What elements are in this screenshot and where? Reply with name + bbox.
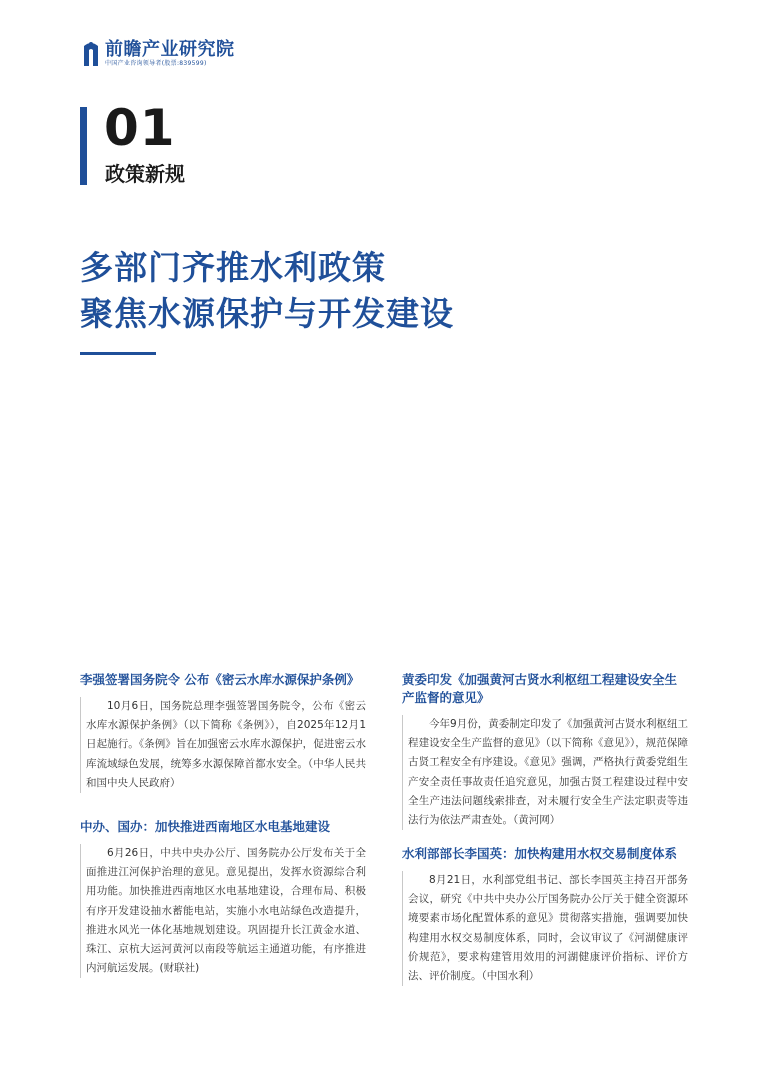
logo-mark-icon (80, 40, 102, 68)
headline-underline (80, 352, 156, 355)
news-item-title: 黄委印发《加强黄河古贤水利枢纽工程建设安全生产监督的意见》 (402, 672, 678, 705)
page-headline (80, 245, 454, 337)
news-item-body: 8月21日，水利部党组书记、部长李国英主持召开部务会议，研究《中共中央办公厅国务院办公厅关于健全资源环境要素市场化配置体系的意见》贯彻落实措施，强调要加快构建用水权交易制度体系，同时，会议审议了《河湖健康评价规范》，要求构建管用效用的河湖健康评价指标、评价方法、评价制度。（中国水利） (402, 871, 688, 986)
headline-line-1: 多部门齐推水利政策 (80, 248, 386, 287)
headline-line-2: 聚焦水源保护与开发建设 (80, 294, 454, 333)
news-item (80, 818, 366, 978)
news-item-body: 今年9月份，黄委制定印发了《加强黄河古贤水利枢纽工程建设安全生产监督的意见》（以下简称《意见》），规范保障古贤工程安全有序建设。《意见》强调，严格执行黄委党组生产安全责任事故责任追究意见，加强古贤工程建设过程中安全生产违法问题线索排查，对未履行安全生产法定职责等违法行为依法严肃查处。（黄河网） (402, 715, 688, 830)
logo-name: 前瞻产业研究院 (105, 39, 235, 60)
section-title: 政策新规 (105, 162, 185, 186)
company-logo (80, 40, 235, 70)
section-accent-bar (80, 107, 87, 185)
news-item-body: 10月6日，国务院总理李强签署国务院令，公布《密云水库水源保护条例》（以下简称《条例》），自2025年12月1日起施行。《条例》旨在加强密云水库水源保护，促进密云水库流域绿色发展，统筹多水源保障首都水安全。（中华人民共和国中央人民政府） (80, 697, 366, 793)
news-item-body: 6月26日，中共中央办公厅、国务院办公厅发布关于全面推进江河保护治理的意见。意见提出，发挥水资源综合利用功能。加快推进西南地区水电基地建设，合理布局、积极有序开发建设抽水蓄能电站，实施小水电站绿色改造提升，推进水风光一体化基地规划建设。巩固提升长江黄金水道、珠江、京杭大运河黄河以南段等航运主通道功能，有序推进内河航运发展。(财联社) (80, 844, 366, 978)
news-item (402, 671, 688, 830)
section-number: 01 (104, 99, 176, 157)
news-item (80, 671, 366, 793)
news-item-title: 水利部部长李国英：加快构建用水权交易制度体系 (402, 846, 678, 861)
news-item-title: 中办、国办：加快推进西南地区水电基地建设 (80, 819, 331, 834)
news-item-title: 李强签署国务院令 公布《密云水库水源保护条例》 (80, 672, 360, 687)
news-item (402, 845, 688, 986)
logo-subtitle: 中国产业咨询领导者(股票:839599) (105, 60, 207, 67)
